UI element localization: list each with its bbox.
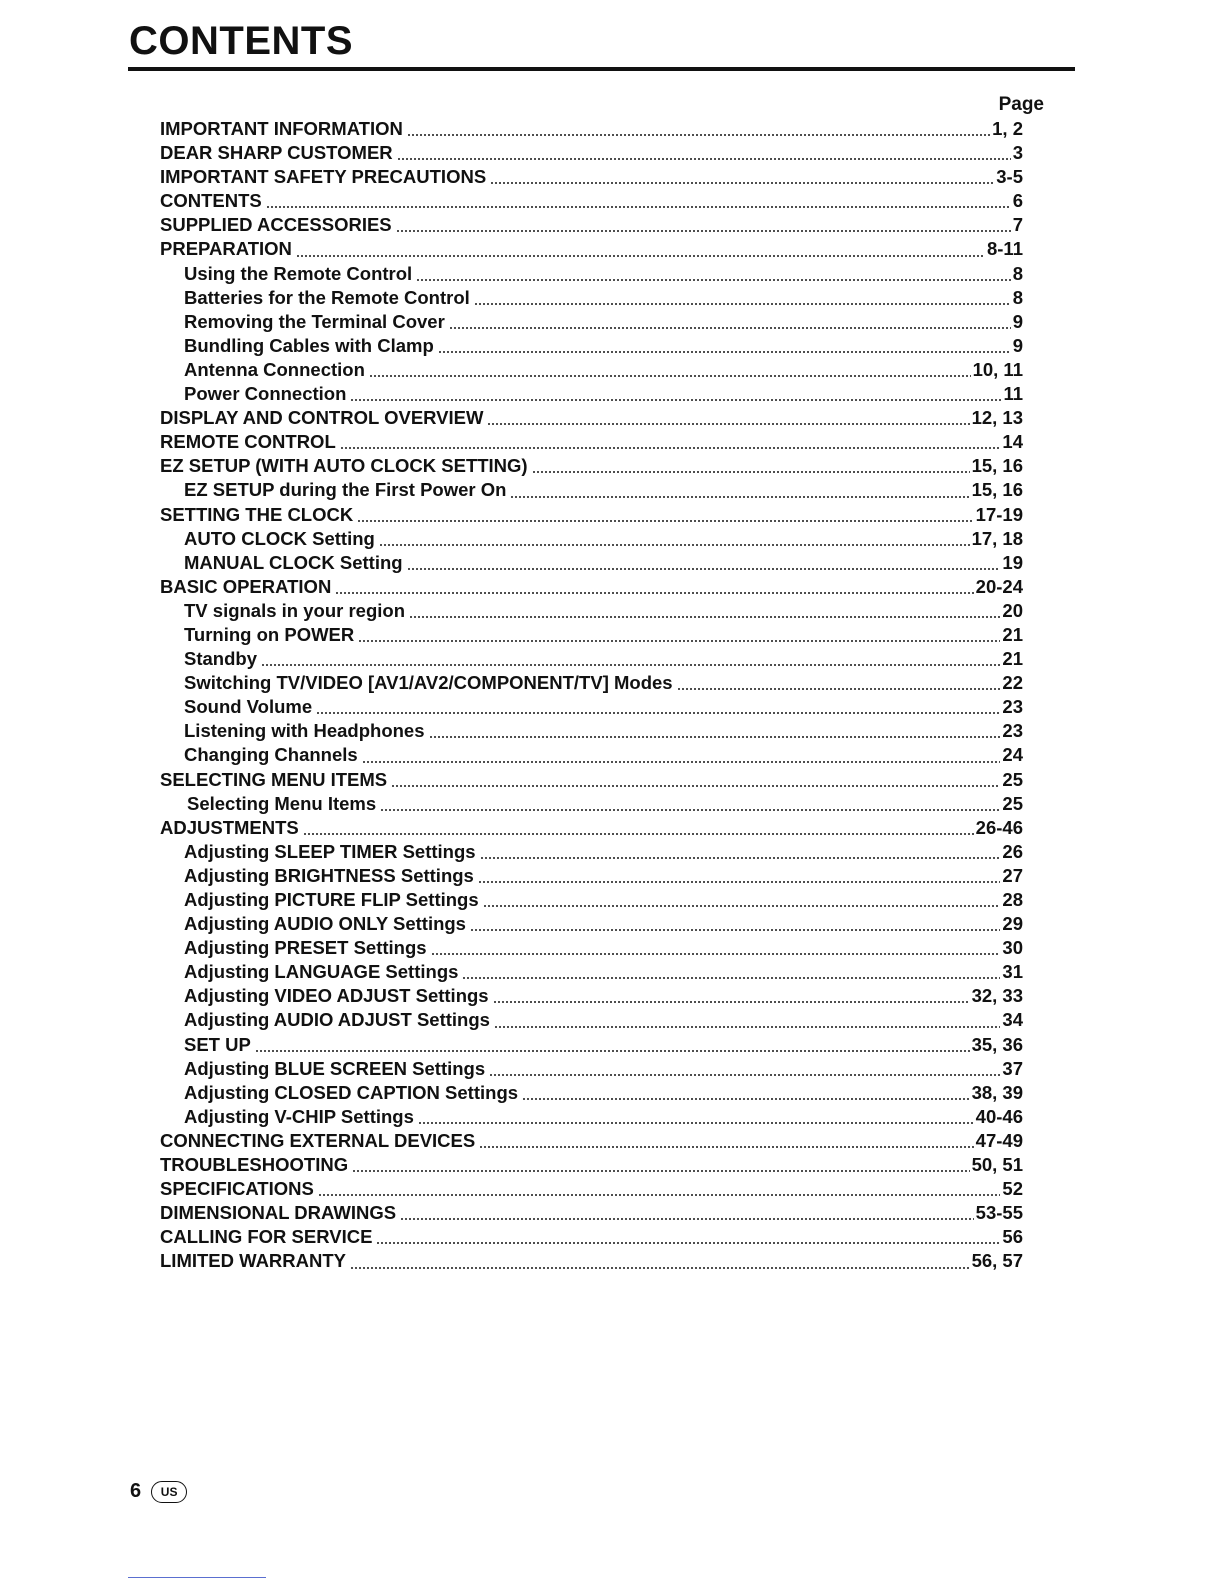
toc-entry-page: 6 (1012, 190, 1023, 212)
toc-entry-page: 26 (1002, 840, 1023, 862)
dot-leader (487, 423, 969, 425)
toc-entry (160, 1105, 1023, 1129)
toc-entry (160, 1008, 1023, 1032)
dot-leader (318, 1194, 1001, 1196)
dot-leader (397, 158, 1011, 160)
toc-entry-page: 19 (1002, 551, 1023, 573)
toc-entry (160, 888, 1023, 912)
toc-entry-title: Adjusting LANGUAGE Settings (184, 961, 459, 983)
toc-entry-page: 8 (1012, 262, 1023, 284)
toc-entry (160, 1081, 1023, 1105)
toc-entry-title: TV signals in your region (184, 599, 406, 621)
toc-entry-title: Antenna Connection (184, 358, 365, 380)
toc-entry-title: Adjusting VIDEO ADJUST Settings (184, 985, 489, 1007)
dot-leader (431, 953, 1001, 955)
dot-leader (483, 905, 1001, 907)
toc-entry (160, 165, 1023, 189)
toc-entry (160, 406, 1023, 430)
dot-leader (362, 761, 1001, 763)
toc-entry-title: SETTING THE CLOCK (160, 503, 354, 525)
toc-entry (160, 768, 1023, 792)
toc-entry (160, 430, 1023, 454)
page-column-header: Page (998, 94, 1044, 115)
toc-entry-title: CONNECTING EXTERNAL DEVICES (160, 1129, 476, 1151)
toc-entry (160, 1225, 1023, 1249)
toc-entry-title: AUTO CLOCK Setting (184, 527, 375, 549)
toc-entry-page: 52 (1002, 1178, 1023, 1200)
toc-entry-page: 23 (1002, 696, 1023, 718)
dot-leader (261, 664, 1000, 666)
dot-leader (358, 640, 1000, 642)
toc-entry (160, 334, 1023, 358)
toc-entry-title: Bundling Cables with Clamp (184, 334, 434, 356)
toc-entry (160, 792, 1023, 816)
toc-entry (160, 575, 1023, 599)
toc-entry (160, 382, 1023, 406)
toc-entry-page: 28 (1002, 889, 1023, 910)
toc-entry-page: 35, 36 (971, 1033, 1023, 1055)
toc-entry-page: 7 (1012, 214, 1023, 236)
toc-entry-title: Adjusting AUDIO ADJUST Settings (184, 1009, 490, 1031)
toc-entry-title: DIMENSIONAL DRAWINGS (160, 1202, 397, 1224)
toc-entry-title: CONTENTS (160, 190, 262, 212)
toc-entry-title: Adjusting V-CHIP Settings (184, 1105, 414, 1127)
toc-entry-page: 40-46 (975, 1105, 1023, 1127)
toc-entry-title: BASIC OPERATION (160, 575, 332, 597)
toc-entry (160, 141, 1023, 165)
toc-entry (160, 936, 1023, 960)
toc-entry (160, 864, 1023, 888)
table-of-contents (160, 117, 1023, 1274)
toc-entry (160, 719, 1023, 743)
toc-entry (160, 816, 1023, 840)
toc-entry-page: 47-49 (975, 1129, 1023, 1151)
toc-entry (160, 1177, 1023, 1201)
toc-entry-page: 15, 16 (971, 455, 1023, 477)
toc-entry-title: Switching TV/VIDEO [AV1/AV2/COMPONENT/TV] Modes (184, 672, 673, 694)
toc-entry-page: 8 (1012, 286, 1023, 308)
toc-entry-title: Power Connection (184, 383, 347, 405)
toc-entry-title: Adjusting BRIGHTNESS Settings (184, 864, 474, 886)
toc-entry-title: LIMITED WARRANTY (160, 1250, 347, 1272)
toc-entry-title: CALLING FOR SERVICE (160, 1226, 373, 1248)
toc-entry-page: 17-19 (975, 503, 1023, 525)
toc-entry (160, 623, 1023, 647)
toc-entry-title: SUPPLIED ACCESSORIES (160, 214, 392, 236)
toc-entry-page: 31 (1002, 961, 1023, 983)
dot-leader (357, 520, 973, 522)
toc-entry-title: DEAR SHARP CUSTOMER (160, 142, 393, 164)
page-number: 6 (130, 1480, 142, 1502)
dot-leader (376, 1242, 1000, 1244)
toc-entry-page: 8-11 (986, 238, 1023, 260)
toc-entry (160, 1129, 1023, 1153)
toc-entry-title: DISPLAY AND CONTROL OVERVIEW (160, 407, 484, 429)
dot-leader (429, 736, 1001, 738)
dot-leader (335, 592, 973, 594)
toc-entry-title: SPECIFICATIONS (160, 1178, 314, 1200)
toc-entry-page: 20-24 (975, 575, 1023, 597)
toc-entry-page: 29 (1002, 913, 1023, 935)
toc-entry-page: 21 (1002, 648, 1023, 670)
toc-entry-page: 38, 39 (971, 1081, 1023, 1103)
toc-entry (160, 213, 1023, 237)
toc-entry-title: REMOTE CONTROL (160, 431, 336, 453)
toc-entry-title: Turning on POWER (184, 623, 355, 645)
dot-leader (522, 1098, 970, 1100)
dot-leader (474, 303, 1011, 305)
toc-entry (160, 286, 1023, 310)
dot-leader (296, 255, 985, 257)
toc-entry (160, 237, 1023, 261)
dot-leader (352, 1170, 969, 1172)
toc-entry-title: IMPORTANT INFORMATION (160, 118, 403, 139)
dot-leader (407, 134, 990, 136)
toc-entry-page: 22 (1002, 672, 1023, 694)
toc-entry-title: Adjusting PRESET Settings (184, 937, 427, 959)
toc-entry-title: ADJUSTMENTS (160, 816, 299, 838)
toc-entry (160, 599, 1023, 623)
toc-entry (160, 551, 1023, 575)
dot-leader (449, 327, 1011, 329)
toc-entry-page: 56 (1002, 1226, 1023, 1248)
dot-leader (494, 1026, 1000, 1028)
page-footer (130, 1480, 187, 1503)
toc-entry-page: 20 (1002, 599, 1023, 621)
dot-leader (407, 568, 1001, 570)
toc-entry (160, 454, 1023, 478)
toc-entry (160, 671, 1023, 695)
toc-entry-page: 10, 11 (972, 358, 1023, 380)
toc-entry (160, 310, 1023, 334)
dot-leader (316, 712, 1000, 714)
toc-entry-title: Adjusting PICTURE FLIP Settings (184, 889, 479, 910)
dot-leader (418, 1122, 974, 1124)
dot-leader (478, 881, 1001, 883)
dot-leader (340, 447, 1001, 449)
toc-entry (160, 960, 1023, 984)
dot-leader (677, 688, 1001, 690)
toc-entry-title: Batteries for the Remote Control (184, 286, 470, 308)
toc-entry-page: 9 (1012, 310, 1023, 332)
toc-entry (160, 1057, 1023, 1081)
toc-entry-title: Adjusting CLOSED CAPTION Settings (184, 1081, 519, 1103)
toc-entry (160, 1033, 1023, 1057)
toc-entry-title: Changing Channels (184, 744, 358, 766)
bottom-edge-mark (128, 1577, 266, 1578)
toc-entry-page: 23 (1002, 720, 1023, 742)
toc-entry-page: 11 (1003, 383, 1023, 405)
dot-leader (379, 544, 970, 546)
toc-entry-title: Removing the Terminal Cover (184, 310, 445, 332)
dot-leader (480, 857, 1001, 859)
toc-entry (160, 840, 1023, 864)
toc-entry-page: 3 (1012, 142, 1023, 164)
dot-leader (391, 785, 1000, 787)
dot-leader (303, 833, 974, 835)
dot-leader (266, 206, 1011, 208)
toc-entry-title: Adjusting SLEEP TIMER Settings (184, 840, 476, 862)
dot-leader (350, 399, 1001, 401)
toc-entry (160, 695, 1023, 719)
toc-entry-title: Adjusting BLUE SCREEN Settings (184, 1057, 486, 1079)
toc-entry-page: 15, 16 (971, 479, 1023, 501)
dot-leader (380, 809, 1000, 811)
dot-leader (416, 279, 1011, 281)
dot-leader (510, 496, 969, 498)
toc-entry-title: Using the Remote Control (184, 262, 413, 284)
toc-entry-title: EZ SETUP during the First Power On (184, 479, 507, 501)
toc-entry-page: 1, 2 (992, 118, 1023, 139)
toc-entry (160, 117, 1023, 141)
toc-entry-title: SET UP (184, 1033, 251, 1055)
dot-leader (462, 977, 1000, 979)
dot-leader (489, 1074, 1000, 1076)
dot-leader (470, 929, 1000, 931)
toc-entry-page: 14 (1002, 431, 1023, 453)
toc-entry (160, 647, 1023, 671)
toc-entry-page: 3-5 (996, 166, 1023, 188)
toc-entry (160, 1201, 1023, 1225)
toc-entry-title: Sound Volume (184, 696, 313, 718)
page-title: CONTENTS (129, 19, 353, 63)
toc-entry-title: Selecting Menu Items (187, 792, 377, 814)
toc-entry-title: Standby (184, 648, 257, 670)
toc-entry-page: 12, 13 (971, 407, 1023, 429)
toc-entry (160, 503, 1023, 527)
dot-leader (493, 1001, 970, 1003)
dot-leader (400, 1218, 974, 1220)
toc-entry (160, 527, 1023, 551)
toc-entry-title: IMPORTANT SAFETY PRECAUTIONS (160, 166, 487, 188)
toc-entry-page: 27 (1002, 864, 1023, 886)
toc-entry (160, 478, 1023, 502)
toc-entry (160, 984, 1023, 1008)
toc-entry-page: 21 (1002, 623, 1023, 645)
title-underline (128, 67, 1075, 71)
toc-entry-title: PREPARATION (160, 238, 292, 260)
toc-entry-page: 34 (1002, 1009, 1023, 1031)
toc-entry-page: 37 (1002, 1057, 1023, 1079)
toc-entry (160, 262, 1023, 286)
toc-entry-page: 56, 57 (971, 1250, 1023, 1272)
toc-entry (160, 358, 1023, 382)
toc-entry-page: 25 (1002, 768, 1023, 790)
toc-entry-page: 24 (1002, 744, 1023, 766)
toc-entry-page: 53-55 (975, 1202, 1023, 1224)
toc-entry (160, 1249, 1023, 1273)
toc-entry-page: 17, 18 (971, 527, 1023, 549)
toc-entry-page: 32, 33 (971, 985, 1023, 1007)
dot-leader (396, 230, 1011, 232)
dot-leader (438, 351, 1011, 353)
dot-leader (490, 182, 994, 184)
toc-entry-title: TROUBLESHOOTING (160, 1154, 349, 1176)
toc-entry-title: SELECTING MENU ITEMS (160, 768, 388, 790)
toc-entry-title: Listening with Headphones (184, 720, 425, 742)
dot-leader (369, 375, 971, 377)
dot-leader (409, 616, 1000, 618)
toc-entry-page: 26-46 (975, 816, 1023, 838)
toc-entry-page: 25 (1002, 792, 1023, 814)
toc-entry-page: 30 (1002, 937, 1023, 959)
dot-leader (350, 1267, 970, 1269)
toc-entry (160, 743, 1023, 767)
toc-entry (160, 189, 1023, 213)
dot-leader (479, 1146, 973, 1148)
dot-leader (532, 471, 970, 473)
toc-entry (160, 1153, 1023, 1177)
toc-entry-page: 50, 51 (971, 1154, 1023, 1176)
us-region-icon: US (151, 1481, 187, 1503)
toc-entry (160, 912, 1023, 936)
toc-entry-title: Adjusting AUDIO ONLY Settings (184, 913, 466, 935)
dot-leader (255, 1050, 970, 1052)
toc-entry-title: MANUAL CLOCK Setting (184, 551, 403, 573)
toc-entry-page: 9 (1012, 334, 1023, 356)
toc-entry-title: EZ SETUP (WITH AUTO CLOCK SETTING) (160, 455, 528, 477)
